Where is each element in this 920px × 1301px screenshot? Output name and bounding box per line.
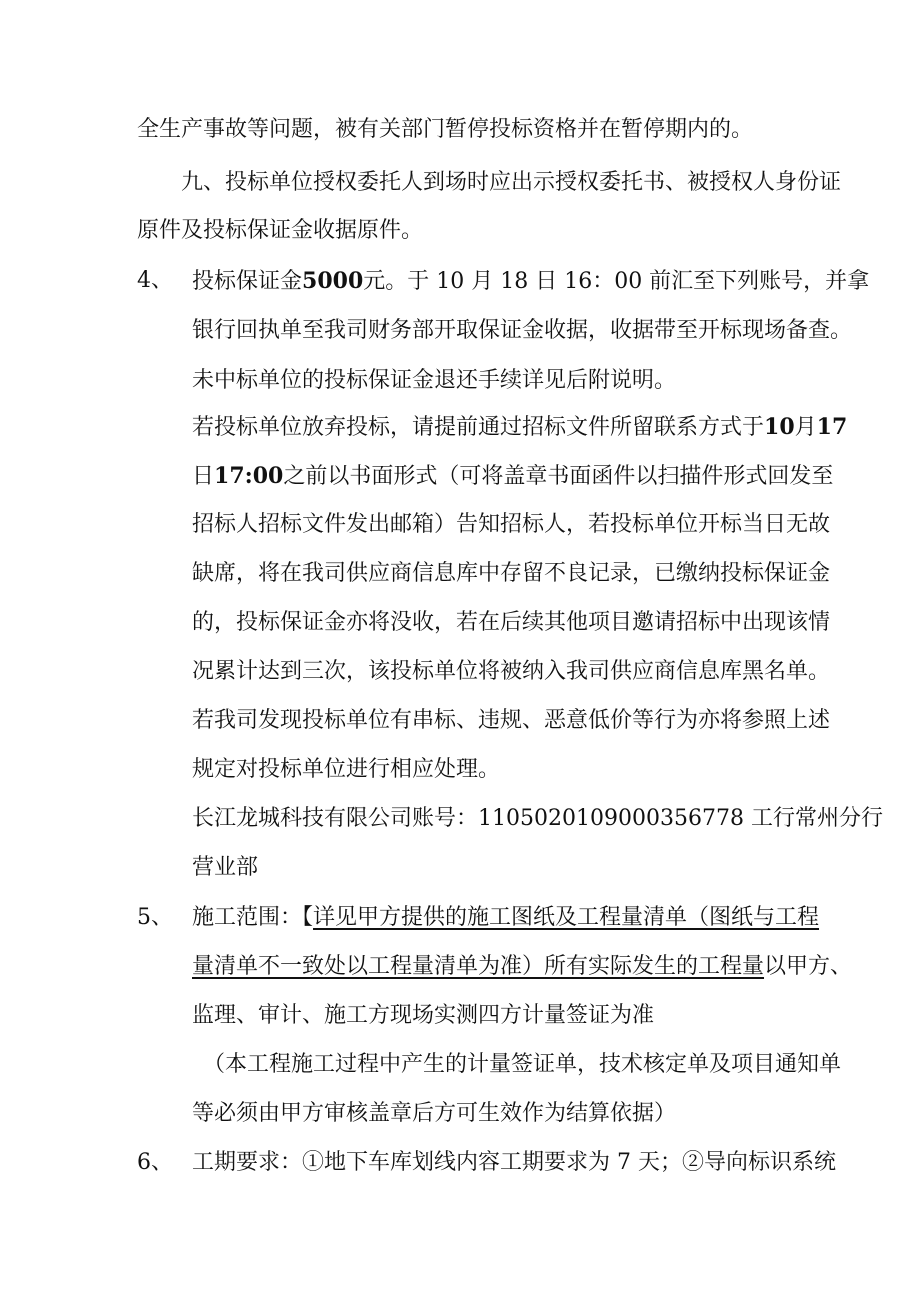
- text-line: 工期要求：①地下车库划线内容工期要求为 7 天；②导向标识系统: [192, 1150, 836, 1175]
- text-line: 等必须由甲方审核盖章后方可生效作为结算依据）: [192, 1101, 677, 1126]
- text-line: 未中标单位的投标保证金退还手续详见后附说明。: [192, 368, 677, 393]
- text-line: 全生产事故等问题，被有关部门暂停投标资格并在暂停期内的。: [137, 117, 754, 142]
- text-line: 况累计达到三次，该投标单位将被纳入我司供应商信息库黑名单。: [192, 659, 831, 684]
- text-line: 投标保证金5000元。于 10 月 18 日 16：00 前汇至下列账号，并拿: [192, 268, 870, 294]
- text-line: 规定对投标单位进行相应处理。: [192, 757, 501, 782]
- text-line: 施工范围：【详见甲方提供的施工图纸及工程量清单（图纸与工程: [192, 905, 820, 930]
- text-line: 营业部: [192, 855, 259, 880]
- item-number: 5、: [137, 905, 173, 930]
- text-line: 原件及投标保证金收据原件。: [137, 218, 424, 243]
- bond-amount: 5000: [302, 268, 364, 294]
- text-line: 量清单不一致处以工程量清单为准）所有实际发生的工程量以甲方、: [192, 954, 853, 979]
- account-line: 长江龙城科技有限公司账号：1105020109000356778 工行常州分行: [192, 806, 883, 831]
- text-line: 缺席，将在我司供应商信息库中存留不良记录，已缴纳投标保证金: [192, 561, 831, 586]
- item-number: 6、: [137, 1150, 173, 1175]
- text-line: 银行回执单至我司财务部开取保证金收据，收据带至开标现场备查。: [192, 318, 853, 343]
- text-line: 招标人招标文件发出邮箱）告知招标人，若投标单位开标当日无故: [192, 512, 831, 537]
- text-line: 的，投标保证金亦将没收，若在后续其他项目邀请招标中出现该情: [192, 610, 831, 635]
- text-line: 若我司发现投标单位有串标、违规、恶意低价等行为亦将参照上述: [192, 708, 831, 733]
- text-line: （本工程施工过程中产生的计量签证单，技术核定单及项目通知单: [203, 1052, 842, 1077]
- text-line: 监理、审计、施工方现场实测四方计量签证为准: [192, 1003, 655, 1028]
- item-number: 4、: [137, 268, 173, 293]
- text-line: 日17:00之前以书面形式（可将盖章书面函件以扫描件形式回发至: [192, 463, 834, 489]
- text-line: 若投标单位放弃投标，请提前通过招标文件所留联系方式于10月17: [192, 414, 848, 440]
- text-line: 九、投标单位授权委托人到场时应出示授权委托书、被授权人身份证: [181, 170, 842, 195]
